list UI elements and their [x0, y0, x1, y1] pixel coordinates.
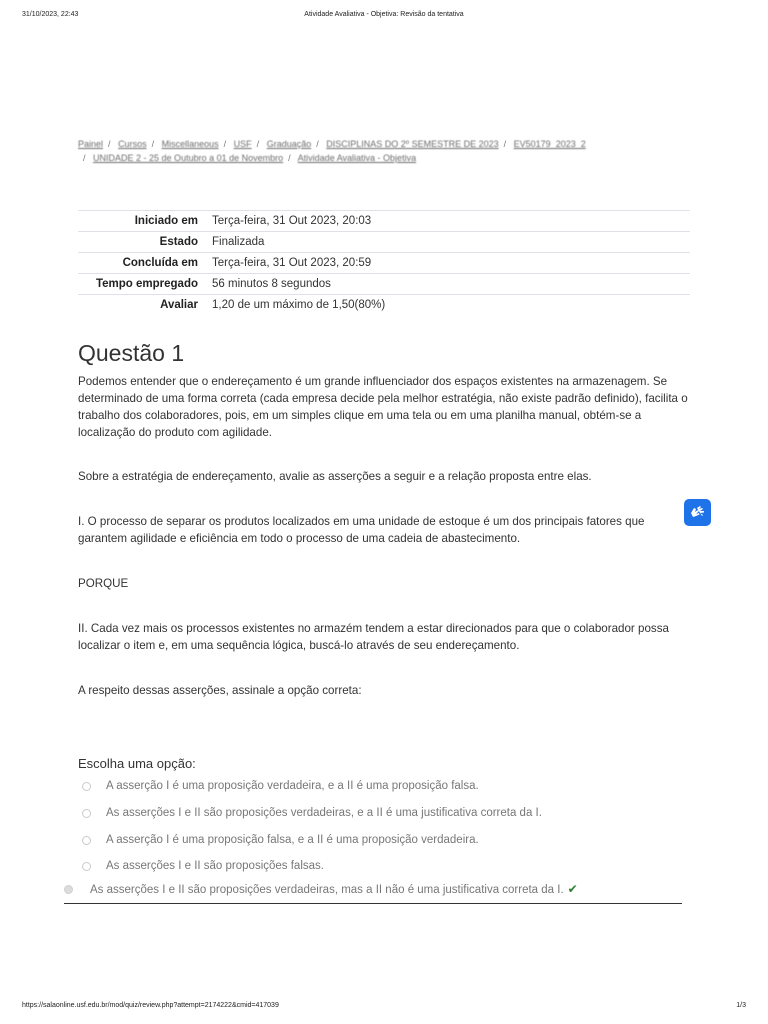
summary-row-started: [78, 211, 690, 232]
radio-button[interactable]: [82, 782, 91, 791]
print-url: https://salaonline.usf.edu.br/mod/quiz/review.php?attempt=2174222&cmid=417039: [22, 1002, 279, 1009]
answer-option-text: A asserção I é uma proposição falsa, e a II é uma proposição verdadeira.: [106, 834, 479, 846]
print-header: [22, 11, 746, 21]
breadcrumb: [78, 137, 678, 165]
question-title: Questão 1: [78, 340, 185, 366]
question-paragraph-intro: Podemos entender que o endereçamento é um grande influenciador dos espaços existentes na armazenagem. Se determinado de uma forma correta (cada empresa decide pela melhor estratégia, não existe padrão definido), facilita o trabalho dos colaboradores, pois, em um simples clique em uma tela ou em uma planilha manual, obtém-se a localização do produto com agilidade.: [78, 375, 688, 439]
summary-label: Estado: [78, 232, 206, 253]
breadcrumb-separator: /: [108, 139, 111, 149]
breadcrumb-unidade[interactable]: UNIDADE 2 - 25 de Outubro a 01 de Novembro: [93, 153, 284, 163]
breadcrumb-separator: /: [316, 139, 319, 149]
answer-option-text: A asserção I é uma proposição verdadeira, e a II é uma proposição falsa.: [106, 780, 479, 792]
question-assertion-1: I. O processo de separar os produtos localizados em uma unidade de estoque é um dos principais fatores que garantem agilidade e eficiência em todo o processo de uma cadeia de abastecimento.: [78, 515, 645, 545]
print-page-number: 1/3: [736, 1002, 746, 1009]
summary-row-completed: [78, 253, 690, 274]
summary-value: Terça-feira, 31 Out 2023, 20:59: [206, 253, 690, 274]
summary-label: Iniciado em: [78, 211, 206, 232]
breadcrumb-painel[interactable]: Painel: [78, 139, 104, 149]
breadcrumb-course-code[interactable]: EV50179_2023_2: [513, 139, 586, 149]
radio-button[interactable]: [82, 836, 91, 845]
answer-option-text: As asserções I e II são proposições verdadeiras, e a II é uma justificativa correta da I.: [106, 807, 542, 819]
summary-value: 56 minutos 8 segundos: [206, 274, 690, 295]
sign-language-hands-icon: [689, 505, 706, 520]
answer-option-text: As asserções I e II são proposições falsas.: [106, 860, 324, 872]
breadcrumb-separator: /: [223, 139, 227, 149]
summary-value: Finalizada: [206, 232, 690, 253]
attempt-summary-table: [78, 210, 690, 315]
summary-label: Concluída em: [78, 253, 206, 274]
breadcrumb-separator: /: [151, 139, 155, 149]
answer-option-text-wrapper: [90, 881, 578, 898]
radio-button[interactable]: [82, 809, 91, 818]
radio-button[interactable]: [82, 862, 91, 871]
breadcrumb-atividade[interactable]: Atividade Avaliativa - Objetiva: [297, 153, 417, 163]
accessibility-button[interactable]: [684, 499, 711, 526]
print-datetime: 31/10/2023, 22:43: [22, 11, 79, 18]
answer-option-a[interactable]: [82, 778, 682, 796]
print-title: Atividade Avaliativa - Objetiva: Revisão da tentativa: [304, 11, 464, 18]
radio-button-selected[interactable]: [64, 885, 73, 894]
summary-row-grade: [78, 295, 690, 316]
summary-value: 1,20 de um máximo de 1,50(80%): [206, 295, 690, 316]
answer-option-d[interactable]: [82, 858, 682, 876]
breadcrumb-usf[interactable]: USF: [233, 139, 252, 149]
breadcrumb-separator: /: [288, 153, 291, 163]
summary-row-state: [78, 232, 690, 253]
question-porque: PORQUE: [78, 577, 129, 590]
summary-label: Avaliar: [78, 295, 206, 316]
breadcrumb-disciplinas[interactable]: DISCIPLINAS DO 2º SEMESTRE DE 2023: [326, 139, 499, 149]
question-assertion-2: II. Cada vez mais os processos existentes no armazém tendem a estar direcionados para que o colaborador possa localizar o item e, em uma sequência lógica, buscá-lo através de seu endereçamento.: [78, 622, 669, 652]
summary-row-time-taken: [78, 274, 690, 295]
breadcrumb-separator: /: [83, 153, 86, 163]
question-paragraph-prompt: Sobre a estratégia de endereçamento, avalie as asserções a seguir e a relação proposta entre elas.: [78, 470, 592, 483]
breadcrumb-graduacao[interactable]: Graduação: [266, 139, 312, 149]
breadcrumb-miscellaneous[interactable]: Miscellaneous: [161, 139, 219, 149]
check-icon: ✔: [567, 882, 578, 896]
print-footer: [22, 1002, 746, 1012]
answer-option-text: As asserções I e II são proposições verdadeiras, mas a II não é uma justificativa correta da I.: [90, 884, 564, 896]
summary-value: Terça-feira, 31 Out 2023, 20:03: [206, 211, 690, 232]
summary-label: Tempo empregado: [78, 274, 206, 295]
question-instruction: A respeito dessas asserções, assinale a opção correta:: [78, 684, 362, 697]
answer-option-e-selected[interactable]: [64, 881, 682, 904]
breadcrumb-separator: /: [256, 139, 260, 149]
answer-option-c[interactable]: [82, 832, 682, 850]
choose-option-label: Escolha uma opção:: [78, 756, 196, 771]
breadcrumb-cursos[interactable]: Cursos: [118, 139, 147, 149]
answer-option-b[interactable]: [82, 805, 682, 823]
breadcrumb-separator: /: [503, 139, 507, 149]
